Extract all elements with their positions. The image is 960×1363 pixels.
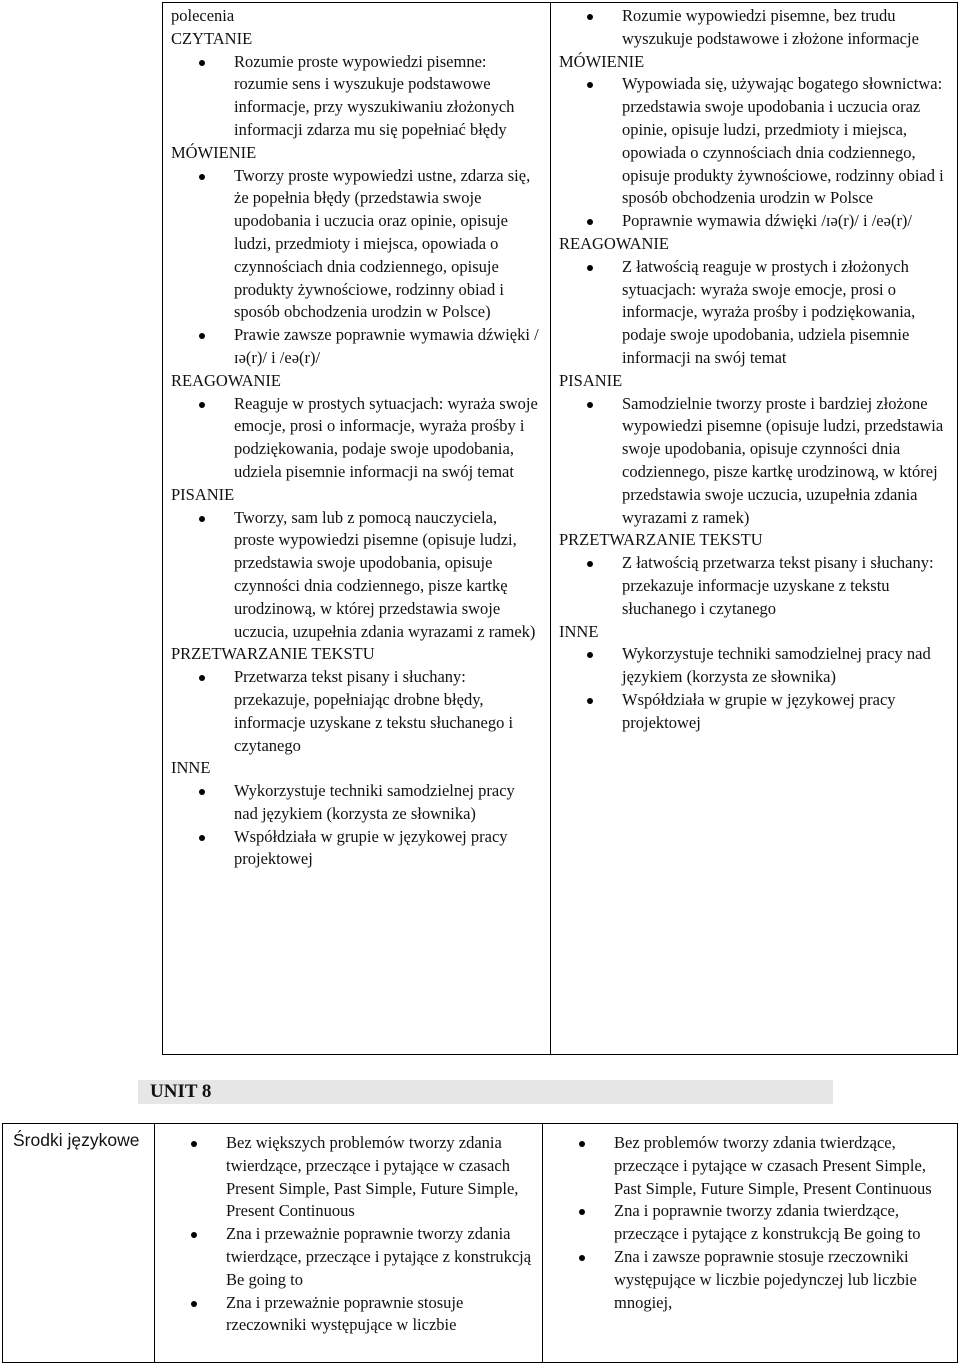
lower-left-cell (155, 1124, 543, 1363)
section-heading: INNE (171, 758, 211, 778)
bullet-item: Zna i poprawnie tworzy zdania twierdzące, przeczące i pytające z konstrukcją Be going to (551, 1200, 947, 1246)
lower-table (2, 1123, 958, 1363)
upper-right-content (551, 3, 957, 735)
bullet-item: Wykorzystuje techniki samodzielnej pracy nad językiem (korzysta ze słownika) (171, 780, 540, 826)
unit-header-bar (138, 1080, 833, 1104)
bullet-list (171, 780, 540, 871)
bullet-list (559, 5, 947, 51)
bullet-item: Reaguje w prostych sytuacjach: wyraża swoje emocje, prosi o informacje, wyraża prośby i podziękowania, podaje swoje upodobania, udziela pisemnie informacji na swój temat (171, 393, 540, 484)
bullet-list (559, 73, 947, 233)
bullet-item: Przetwarza tekst pisany i słuchany: przekazuje, popełniając drobne błędy, informacje uzyskane z tekstu słuchanego i czytanego (171, 666, 540, 757)
bullet-list (171, 666, 540, 757)
upper-table (162, 2, 958, 1055)
bullet-item: Zna i przeważnie poprawnie tworzy zdania twierdzące, przeczące i pytające z konstrukcją Be going to (163, 1223, 532, 1291)
bullet-list (559, 256, 947, 370)
upper-right-cell (551, 3, 958, 1055)
bullet-list (551, 1132, 947, 1314)
section-heading: PRZETWARZANIE TEKSTU (171, 644, 375, 664)
bullet-item: Z łatwością przetwarza tekst pisany i słuchany: przekazuje informacje uzyskane z tekstu słuchanego i czytanego (559, 552, 947, 620)
section-heading: PISANIE (559, 370, 623, 390)
lower-right-content (543, 1124, 957, 1314)
section-heading: REAGOWANIE (559, 233, 669, 253)
section-heading: PRZETWARZANIE TEKSTU (559, 530, 763, 550)
row-label: Środki językowe (13, 1130, 140, 1150)
continuation-text: polecenia (171, 6, 235, 25)
lower-right-cell (543, 1124, 958, 1363)
bullet-item: Współdziała w grupie w językowej pracy projektowej (559, 689, 947, 735)
bullet-list (171, 165, 540, 370)
section-heading: CZYTANIE (171, 28, 253, 48)
section-heading: REAGOWANIE (171, 370, 281, 390)
section-heading: INNE (559, 621, 599, 641)
bullet-item: Zna i przeważnie poprawnie stosuje rzeczowniki występujące w liczbie (163, 1292, 532, 1338)
section-heading: MÓWIENIE (171, 142, 257, 162)
bullet-list (559, 393, 947, 530)
bullet-item: Samodzielnie tworzy proste i bardziej złożone wypowiedzi pisemne (opisuje ludzi, przedstawia swoje upodobania, opisuje czynności dnia codziennego, pisze kartkę urodzinową, w której przedstawia swoje uczucia, uzupełnia zdania wyrazami z ramek) (559, 393, 947, 530)
bullet-item: Bez większych problemów tworzy zdania twierdzące, przeczące i pytające w czasach Present Simple, Past Simple, Future Simple, Present Continuous (163, 1132, 532, 1223)
bullet-list (559, 643, 947, 734)
bullet-item: Tworzy proste wypowiedzi ustne, zdarza się, że popełnia błędy (przedstawia swoje upodobania i uczucia oraz opinie, opisuje ludzi, przedmioty i miejsca, opowiada o czynnościach dnia codziennego, opisuje produkty żywnościowe, rodzinny obiad i sposób obchodzenia urodzin w Polsce) (171, 165, 540, 325)
bullet-item: Współdziała w grupie w językowej pracy projektowej (171, 826, 540, 872)
lower-left-content (155, 1124, 542, 1337)
bullet-list (163, 1132, 532, 1337)
bullet-list (171, 507, 540, 644)
bullet-item: Prawie zawsze poprawnie wymawia dźwięki /ɪə(r)/ i /eə(r)/ (171, 324, 540, 370)
bullet-item: Rozumie wypowiedzi pisemne, bez trudu wyszukuje podstawowe i złożone informacje (559, 5, 947, 51)
section-heading: PISANIE (171, 484, 235, 504)
section-heading: MÓWIENIE (559, 51, 645, 71)
upper-left-cell (163, 3, 551, 1055)
bullet-item: Poprawnie wymawia dźwięki /ɪə(r)/ i /eə(r)/ (559, 210, 947, 233)
bullet-item: Bez problemów tworzy zdania twierdzące, przeczące i pytające w czasach Present Simple, Past Simple, Future Simple, Present Continuous (551, 1132, 947, 1200)
unit-label: UNIT 8 (150, 1081, 212, 1102)
bullet-item: Zna i zawsze poprawnie stosuje rzeczowniki występujące w liczbie pojedynczej lub liczbie mnogiej, (551, 1246, 947, 1314)
bullet-item: Z łatwością reaguje w prostych i złożonych sytuacjach: wyraża swoje emocje, prosi o informacje, wyraża prośby i podziękowania, podaje swoje upodobania, udziela pisemnie informacji na swój temat (559, 256, 947, 370)
bullet-item: Wykorzystuje techniki samodzielnej pracy nad językiem (korzysta ze słownika) (559, 643, 947, 689)
row-label-cell (3, 1124, 155, 1363)
bullet-list (171, 51, 540, 142)
bullet-list (559, 552, 947, 620)
upper-left-content (163, 3, 550, 871)
bullet-item: Tworzy, sam lub z pomocą nauczyciela, proste wypowiedzi pisemne (opisuje ludzi, przedstawia swoje upodobania, opisuje czynności dnia codziennego, pisze kartkę urodzinową, w której przedstawia swoje uczucia, uzupełnia zdania wyrazami z ramek) (171, 507, 540, 644)
bullet-list (171, 393, 540, 484)
bullet-item: Rozumie proste wypowiedzi pisemne: rozumie sens i wyszukuje podstawowe informacje, przy wyszukiwaniu złożonych informacji zdarza mu się popełniać błędy (171, 51, 540, 142)
bullet-item: Wypowiada się, używając bogatego słownictwa: przedstawia swoje upodobania i uczucia oraz opinie, opisuje ludzi, przedmioty i miejsca, opowiada o czynnościach dnia codziennego, opisuje produkty żywnościowe, rodzinny obiad i sposób obchodzenia urodzin w Polsce (559, 73, 947, 210)
